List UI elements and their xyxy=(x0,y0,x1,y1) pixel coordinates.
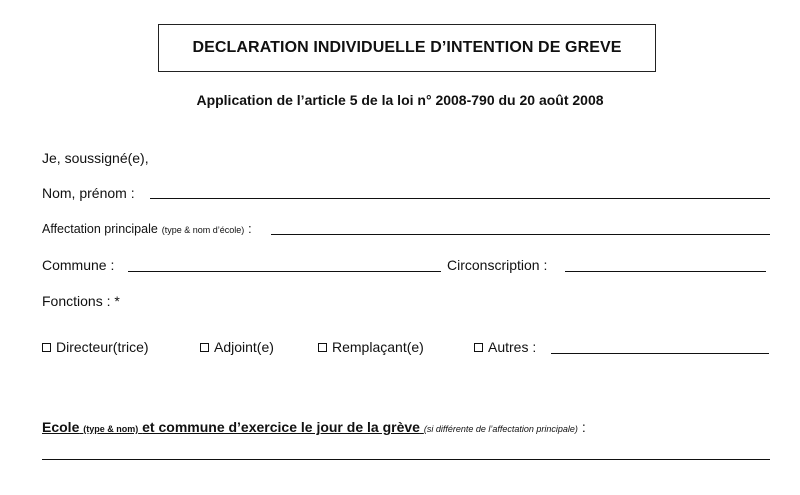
commune-field[interactable] xyxy=(128,271,441,272)
commune-label: Commune : xyxy=(42,257,115,273)
intro-text: Je, soussigné(e), xyxy=(42,150,149,166)
checkbox-directeur[interactable] xyxy=(42,343,51,352)
ecole-note: (si différente de l’affectation principale) xyxy=(423,424,578,434)
checkbox-adjoint[interactable] xyxy=(200,343,209,352)
checkbox-remplacant[interactable] xyxy=(318,343,327,352)
ecole-colon: : xyxy=(581,419,586,435)
option-directeur[interactable] xyxy=(42,339,149,355)
name-label: Nom, prénom : xyxy=(42,185,135,201)
option-autres-label: Autres : xyxy=(488,339,537,355)
option-directeur-label: Directeur(trice) xyxy=(56,339,149,355)
affectation-label-row xyxy=(42,220,252,236)
option-adjoint-label: Adjoint(e) xyxy=(214,339,274,355)
name-field[interactable] xyxy=(150,198,770,199)
ecole-word-text: Ecole xyxy=(42,419,80,435)
option-remplacant-label: Remplaçant(e) xyxy=(332,339,424,355)
autres-field[interactable] xyxy=(551,353,769,354)
circonscription-label: Circonscription : xyxy=(447,257,548,273)
option-autres[interactable] xyxy=(474,339,536,355)
fonctions-label: Fonctions : * xyxy=(42,293,120,309)
ecole-rest: et commune d’exercice le jour de la grève xyxy=(142,419,420,435)
ecole-field[interactable] xyxy=(42,459,770,460)
document-subtitle: Application de l’article 5 de la loi n° 2008-790 du 20 août 2008 xyxy=(196,92,604,108)
document-title: DECLARATION INDIVIDUELLE D’INTENTION DE GREVE xyxy=(158,24,656,72)
ecole-label-row xyxy=(42,419,586,435)
affectation-hint: (type & nom d’école) xyxy=(161,225,245,235)
option-remplacant[interactable] xyxy=(318,339,424,355)
checkbox-autres[interactable] xyxy=(474,343,483,352)
affectation-label: Affectation principale xyxy=(42,222,158,236)
option-adjoint[interactable] xyxy=(200,339,274,355)
ecole-word xyxy=(42,419,424,435)
circonscription-field[interactable] xyxy=(565,271,766,272)
affectation-colon: : xyxy=(248,222,252,236)
affectation-field[interactable] xyxy=(271,234,770,235)
ecole-hint: (type & nom) xyxy=(83,424,139,434)
